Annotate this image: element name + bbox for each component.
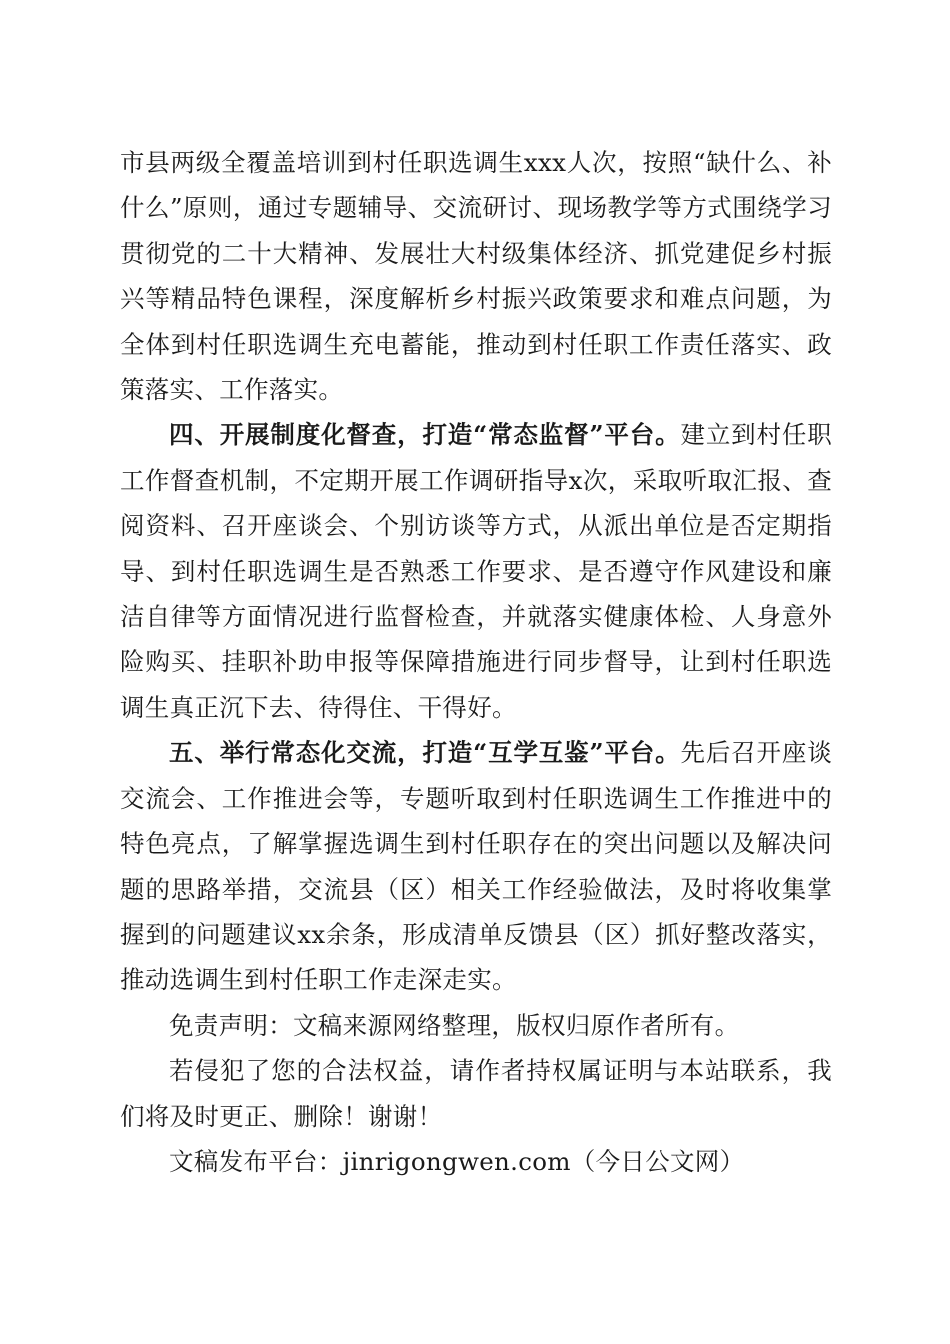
document-page xyxy=(120,140,832,1184)
section-five-body: 先后召开座谈交流会、工作推进会等，专题听取到村任职选调生工作推进中的特色亮点，了解掌握选调生到村任职存在的突出问题以及解决问题的思路举措，交流县（区）相关工作经验做法，及时将收集掌握到的问题建议xx余条，形成清单反馈县（区）抓好整改落实，推动选调生到村任职工作走深走实。 xyxy=(120,738,832,995)
section-four-body: 建立到村任职工作督查机制，不定期开展工作调研指导x次，采取听取汇报、查阅资料、召开座谈会、个别访谈等方式，从派出单位是否定期指导、到村任职选调生是否熟悉工作要求、是否遵守作风建设和廉洁自律等方面情况进行监督检查，并就落实健康体检、人身意外险购买、挂职补助申报等保障措施进行同步督导，让到村任职选调生真正沉下去、待得住、干得好。 xyxy=(120,420,832,722)
section-five-paragraph xyxy=(120,730,832,1002)
platform-text: 文稿发布平台：jinrigongwen.com（今日公文网） xyxy=(169,1146,745,1176)
disclaimer-text: 免责声明：文稿来源网络整理，版权归原作者所有。 xyxy=(169,1010,740,1040)
section-four-paragraph xyxy=(120,412,832,730)
section-four-heading: 四、开展制度化督查，打造“常态监督”平台。 xyxy=(169,420,681,450)
continuation-paragraph: 市县两级全覆盖培训到村任职选调生xxx人次，按照“缺什么、补什么”原则，通过专题辅导、交流研讨、现场教学等方式围绕学习贯彻党的二十大精神、发展壮大村级集体经济、抓党建促乡村振兴等精品特色课程，深度解析乡村振兴政策要求和难点问题，为全体到村任职选调生充电蓄能，推动到村任职工作责任落实、政策落实、工作落实。 xyxy=(120,148,832,405)
section-five-heading: 五、举行常态化交流，打造“互学互鉴”平台。 xyxy=(169,738,681,768)
infringement-notice: 若侵犯了您的合法权益，请作者持权属证明与本站联系，我们将及时更正、删除！谢谢！ xyxy=(120,1056,832,1131)
